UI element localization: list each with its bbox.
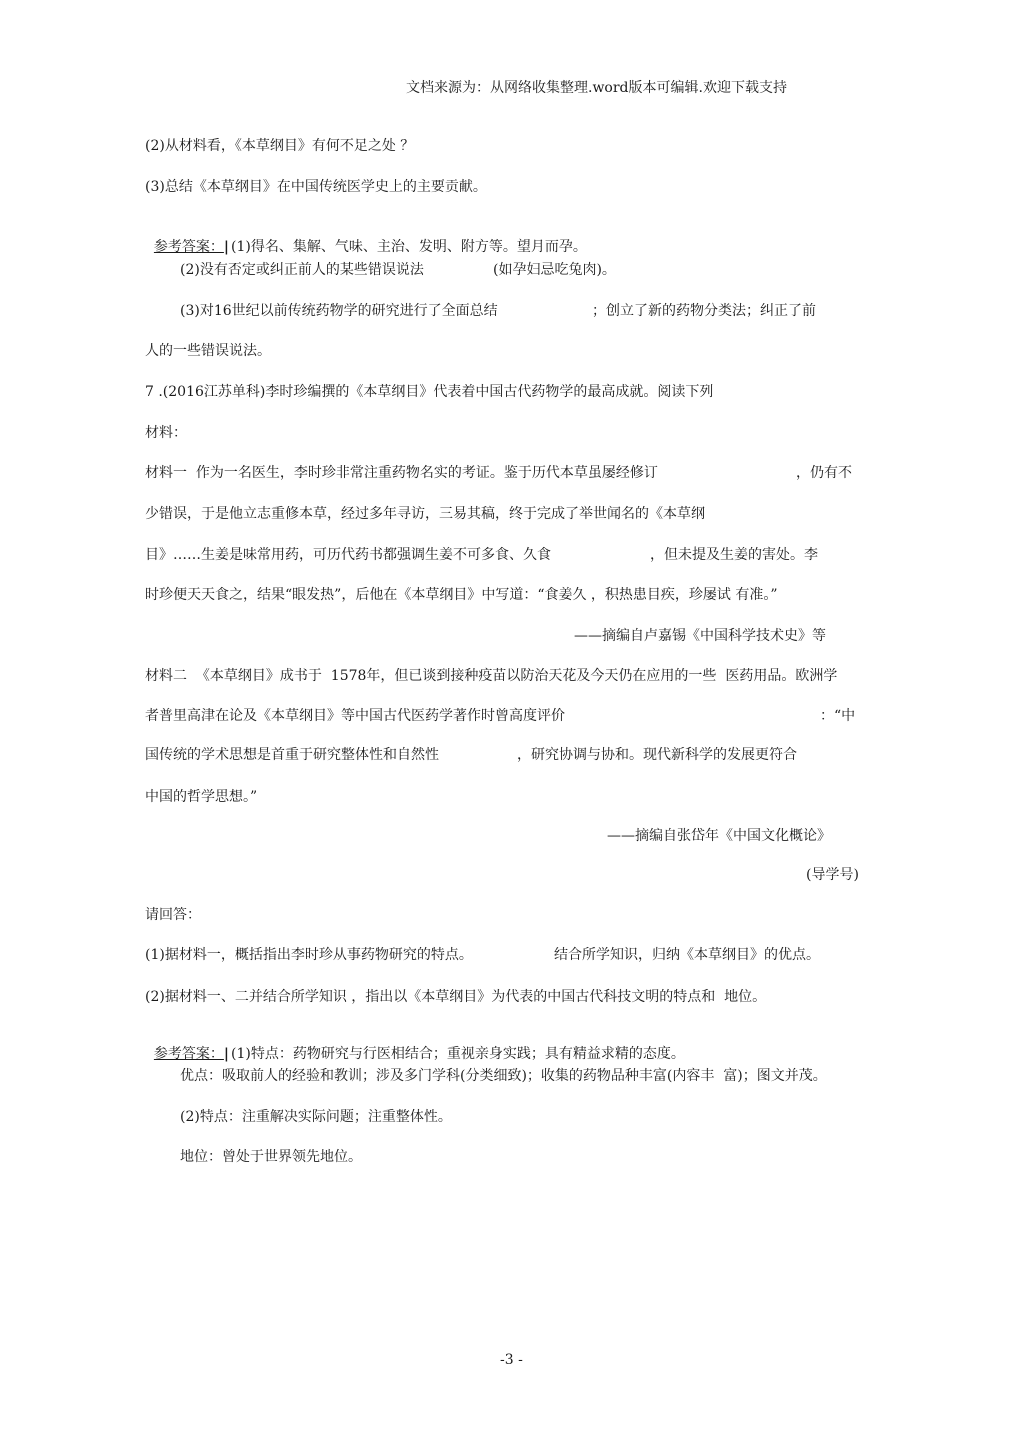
answer-text: (1)得名、集解、气味、主治、发明、附方等。望月而孕。 <box>231 239 587 255</box>
guide-number: (导学号) <box>806 867 859 883</box>
material-2-line-1: 材料二 《本草纲目》成书于 1578年，但已谈到接种疫苗以防治天花及今天仍在应用的一些 医药用品。欧洲学 <box>145 668 838 684</box>
material-1-source: ——摘编自卢嘉锡《中国科学技术史》等 <box>574 628 826 644</box>
answer-text: (1)特点：药物研究与行医相结合；重视亲身实践；具有精益求精的态度。 <box>231 1046 685 1062</box>
q6-answer-2-tail: (如孕妇忌吃兔肉)。 <box>493 262 616 278</box>
q7-answer-2b: 地位：曾处于世界领先地位。 <box>180 1149 362 1165</box>
answer-label: 参考答案： <box>153 1046 224 1062</box>
material-1-line-1: 材料一 作为一名医生，李时珍非常注重药物名实的考证。鉴于历代本草虽屡经修订 <box>145 465 658 481</box>
material-1-line-3-tail: ，但未提及生姜的害处。李 <box>650 547 818 563</box>
answer-label: 参考答案： <box>153 239 224 255</box>
q6-answer-3-tail: ；创立了新的药物分类法；纠正了前 <box>592 303 816 319</box>
q6-answer-2: (2)没有否定或纠正前人的某些错误说法 <box>180 262 424 278</box>
q7-ask: 请回答： <box>145 907 201 923</box>
q7-question-1-tail: 结合所学知识，归纳《本草纲目》的优点。 <box>554 947 820 963</box>
q6-question-3: (3)总结《本草纲目》在中国传统医学史上的主要贡献。 <box>145 179 487 195</box>
material-1-line-2: 少错误，于是他立志重修本草，经过多年寻访，三易其稿，终于完成了举世闻名的《本草纲 <box>145 506 705 522</box>
q6-answer-line-1 <box>145 220 587 256</box>
answer-bar: | <box>223 1046 229 1062</box>
q7-answer-1b: 优点：吸取前人的经验和教训；涉及多门学科(分类细致)；收集的药物品种丰富(内容丰 富)；图文并茂。 <box>180 1068 827 1084</box>
header-source-note: 文档来源为：从网络收集整理.word版本可编辑.欢迎下载支持 <box>406 80 787 96</box>
material-1-line-3: 目》……生姜是味常用药，可历代药书都强调生姜不可多食、久食 <box>145 547 551 563</box>
q7-intro: 7 .(2016江苏单科)李时珍编撰的《本草纲目》代表着中国古代药物学的最高成就。阅读下列 <box>145 384 714 400</box>
q7-question-1: (1)据材料一，概括指出李时珍从事药物研究的特点。 <box>145 947 473 963</box>
material-2-source: ——摘编自张岱年《中国文化概论》 <box>607 828 831 844</box>
q7-answer-line-1 <box>145 1027 685 1063</box>
material-2-line-3-tail: ，研究协调与协和。现代新科学的发展更符合 <box>517 747 797 763</box>
material-2-line-4: 中国的哲学思想。” <box>145 789 258 805</box>
material-2-line-2: 者普里高津在论及《本草纲目》等中国古代医药学著作时曾高度评价 <box>145 708 565 724</box>
q7-answer-2: (2)特点：注重解决实际问题；注重整体性。 <box>180 1109 452 1125</box>
q7-question-2: (2)据材料一、二并结合所学知识 ，指出以《本草纲目》为代表的中国古代科技文明的特点和 地位。 <box>145 989 767 1005</box>
answer-bar: | <box>223 239 229 255</box>
q6-answer-3: (3)对16世纪以前传统药物学的研究进行了全面总结 <box>180 303 498 319</box>
material-2-line-2-tail: ：“中 <box>820 708 856 724</box>
material-2-line-3: 国传统的学术思想是首重于研究整体性和自然性 <box>145 747 439 763</box>
material-1-line-4: 时珍便天天食之，结果“眼发热”，后他在《本草纲目》中写道：“食姜久 ，积热患目疾，珍屡试 有准。” <box>145 587 778 603</box>
q6-answer-3-cont: 人的一些错误说法。 <box>145 343 271 359</box>
q6-question-2: (2)从材料看，《本草纲目》有何不足之处 ？ <box>145 138 415 154</box>
material-1-line-1-tail: ，仍有不 <box>796 465 852 481</box>
page-number: -3 - <box>500 1352 523 1368</box>
q7-intro-2: 材料： <box>145 425 187 441</box>
